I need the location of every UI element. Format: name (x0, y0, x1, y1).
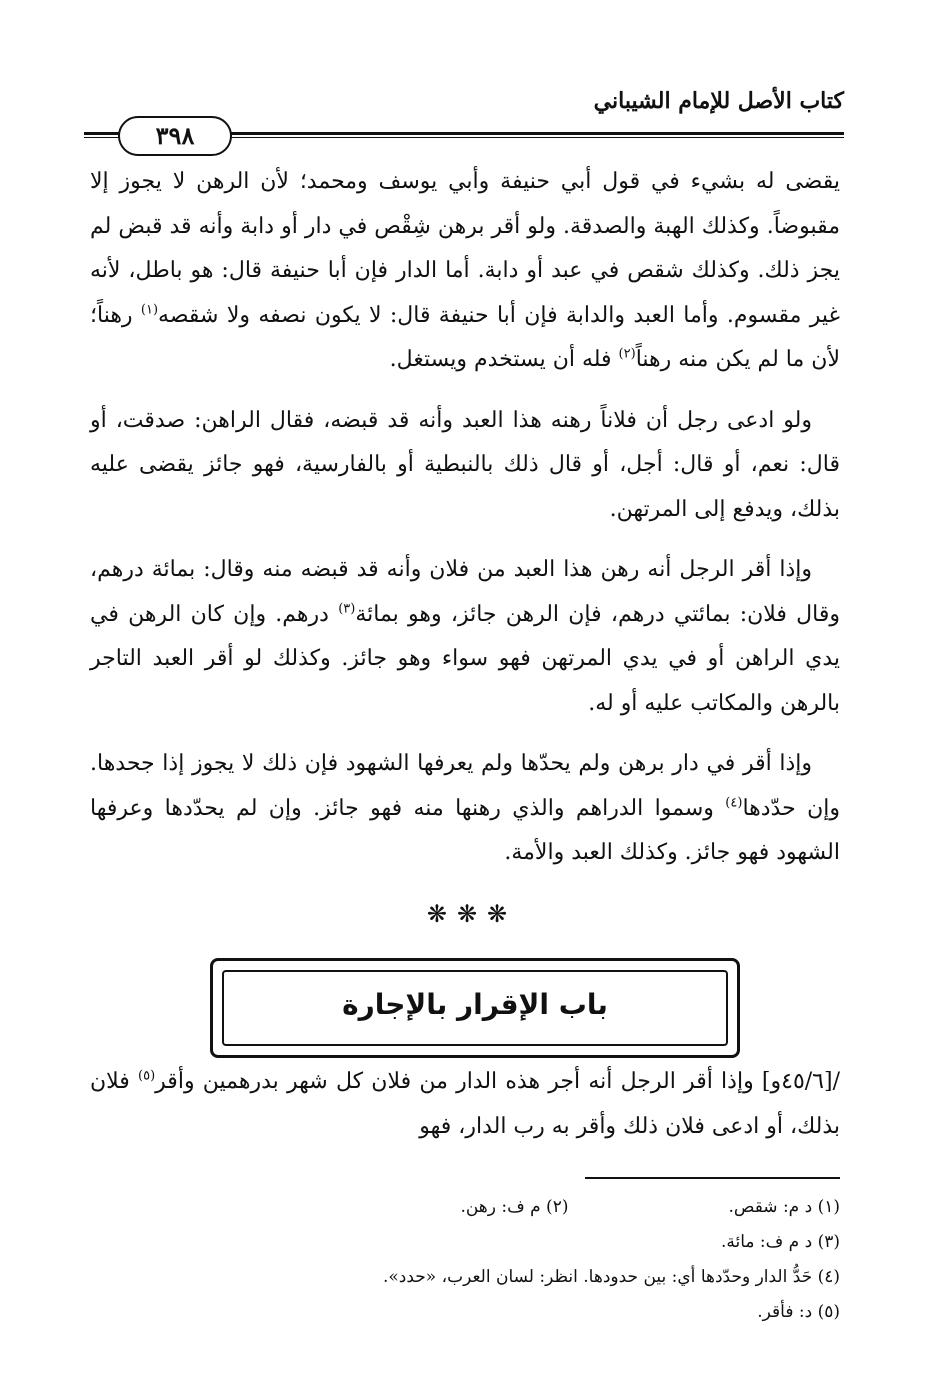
page-number: ٣٩٨ (118, 116, 232, 156)
footnote-marker[interactable]: (٢) (618, 346, 636, 362)
footnote-4: (٤) حَدُّ الدار وحدّدها أي: بين حدودها. انظر: لسان العرب، «حدد». (382, 1267, 840, 1287)
footnote-row (90, 1190, 840, 1225)
book-title: كتاب الأصل للإمام الشيباني (593, 88, 844, 114)
footnote-2: (٢) م ف: رهن. (460, 1197, 569, 1217)
paragraph: ولو ادعى رجل أن فلاناً رهنه هذا العبد وأنه قد قبضه، فقال الراهن: صدقت، أو قال: نعم، أو قال: أجل، أو قال ذلك بالنبطية أو بالفارسية، فهو جائز يقضى عليه بذلك، ويدفع إلى المرتهن. (90, 407, 840, 522)
footnote-3: (٣) د م ف: مائة. (720, 1232, 840, 1252)
running-header (84, 88, 844, 158)
paragraph: وإذا أقر في دار برهن ولم يحدّها ولم يعرفها الشهود فإن ذلك لا يجوز إذا جحدها. وإن حدّدها$^{(٤)}$ وسموا الدراهم والذي رهنها منه فهو جائز. وإن لم يحدّدها وعرفها الشهود فهو جائز. وكذلك العبد والأمة. (90, 751, 840, 865)
footnote-marker[interactable]: (٥) (138, 1068, 156, 1084)
paragraph: يقضى له بشيء في قول أبي حنيفة وأبي يوسف ومحمد؛ لأن الرهن لا يجوز إلا مقبوضاً. وكذلك الهبة والصدقة. ولو أقر برهن شِقْص في دار أو دابة وأنه قد قبض لم يجز ذلك. وكذلك شقص في عبد أو دابة. أما الدار فإن أبا حنيفة قال: هو باطل، لأنه غير مقسوم. وأما العبد والدابة فإن أبا حنيفة قال: لا يكون نصفه ولا شقصه$^{(١)}$ رهناً؛ لأن ما لم يكن منه رهناً$^{(٢)}$ فله أن يستخدم ويستغل. (90, 169, 841, 372)
chapter-title: باب الإقرار بالإجارة (342, 988, 608, 1021)
footnote-5: (٥) د: فأقر. (757, 1302, 840, 1322)
footnote-marker[interactable]: (٣) (338, 601, 356, 617)
paragraph: وإذا أقر الرجل أنه رهن هذا العبد من فلان وأنه قد قبضه منه وقال: بمائة درهم، وقال فلان: بمائتي درهم، فإن الرهن جائز، وهو بمائة$^{(٣)}$ درهم. وإن كان الرهن في يدي الراهن أو في يدي المرتهن فهو سواء وهو جائز. وكذلك لو أقر العبد التاجر بالرهن والمكاتب عليه أو له. (90, 557, 840, 716)
footnote-row (90, 1225, 840, 1260)
footnote-1: (١) د م: شقص. (728, 1197, 840, 1217)
footnote-rule (585, 1177, 840, 1179)
chapter-heading-box (210, 958, 740, 1058)
footnote-row (90, 1260, 840, 1295)
footnotes (90, 1190, 840, 1330)
section-separator: ❋❋❋ (426, 900, 518, 928)
paragraph: /[٤٥/٦و] وإذا أقر الرجل أنه أجر هذه الدار من فلان كل شهر بدرهمين وأقر$^{(٥)}$ فلان بذلك، أو ادعى فلان ذلك وأقر به رب الدار، فهو (90, 1068, 840, 1139)
chapter-text (90, 1060, 840, 1149)
footnote-row (90, 1295, 840, 1330)
main-text (90, 160, 840, 892)
footnote-marker[interactable]: (١) (140, 302, 159, 318)
footnote-marker[interactable]: (٤) (725, 795, 743, 811)
